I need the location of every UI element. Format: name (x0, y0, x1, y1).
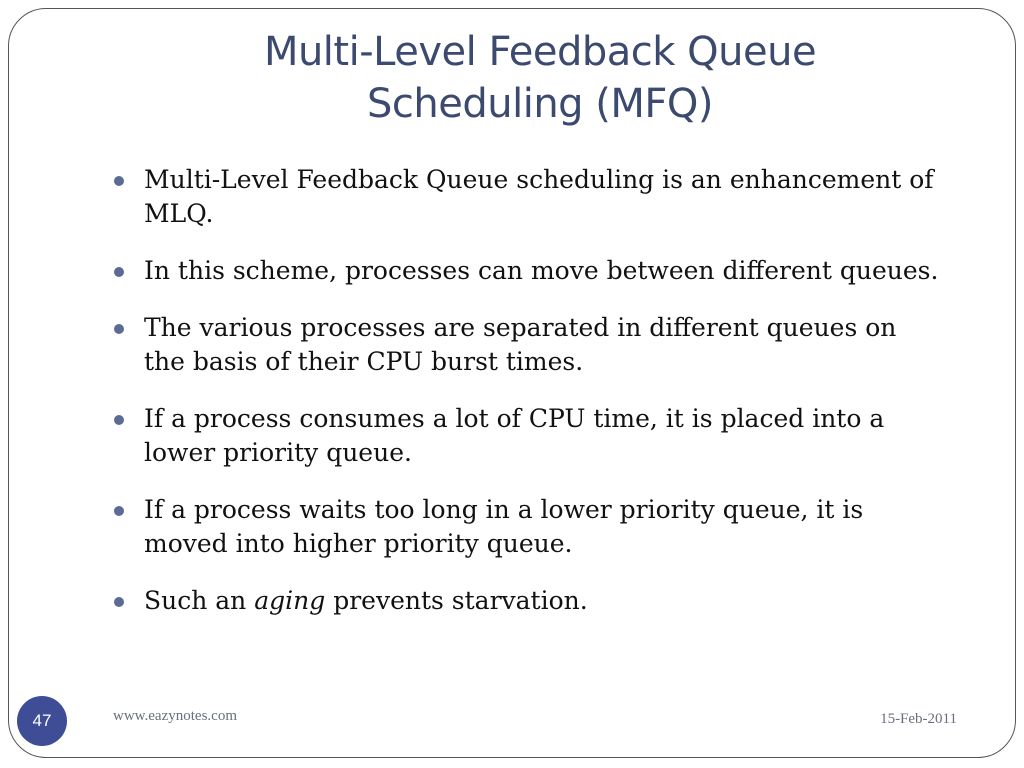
bullet-dot-icon (114, 506, 124, 516)
bullet-item (112, 402, 942, 470)
title-line-1: Multi-Level Feedback Queue (263, 29, 817, 75)
bullet-text: If a process consumes a lot of CPU time, it is placed into a lower priority queue. (144, 404, 885, 467)
footer-url: www.eazynotes.com (113, 708, 237, 724)
bullet-text: The various processes are separated in different queues on the basis of their CPU burst times. (144, 313, 897, 376)
bullet-item (112, 163, 942, 231)
bullet-list (112, 163, 942, 641)
bullet-dot-icon (114, 324, 124, 334)
bullet-text: Multi-Level Feedback Queue scheduling is an enhancement of MLQ. (144, 165, 934, 228)
bullet-text: If a process waits too long in a lower priority queue, it is moved into higher priority queue. (144, 495, 864, 558)
bullet-item (112, 584, 942, 618)
bullet-item (112, 311, 942, 379)
bullet-dot-icon (114, 415, 124, 425)
footer-date: 15-Feb-2011 (880, 711, 957, 727)
bullet-text-after: prevents starvation. (325, 586, 588, 615)
bullet-text: In this scheme, processes can move between different queues. (144, 256, 939, 285)
bullet-dot-icon (114, 176, 124, 186)
slide-number-badge: 47 (17, 696, 67, 746)
title-line-2: Scheduling (MFQ) (367, 81, 713, 127)
bullet-item (112, 254, 942, 288)
bullet-dot-icon (114, 597, 124, 607)
bullet-dot-icon (114, 267, 124, 277)
bullet-text-before: Such an (144, 586, 255, 615)
bullet-item (112, 493, 942, 561)
slide-title (80, 26, 1000, 130)
bullet-text-emphasis: aging (254, 586, 326, 615)
